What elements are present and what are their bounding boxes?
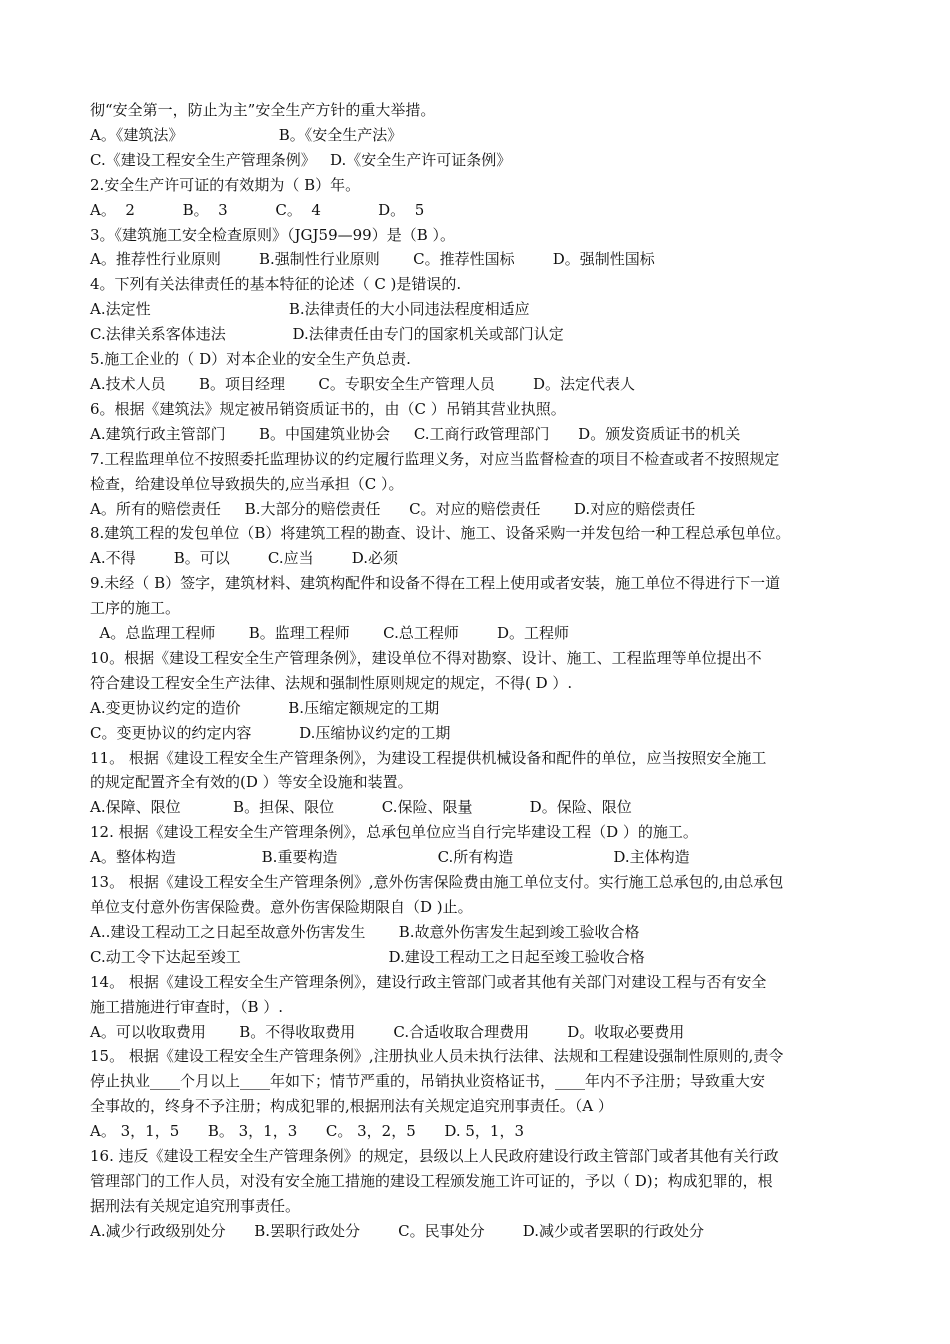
text-line: 8.建筑工程的发包单位（B）将建筑工程的勘查、设计、施工、设备采购一并发包给一种工程总承包单位。 bbox=[90, 524, 791, 543]
text-line: 12. 根据《建设工程安全生产管理条例》，总承包单位应当自行完毕建设工程（D ）的施工。 bbox=[90, 823, 698, 842]
text-line: 工序的施工。 bbox=[90, 599, 181, 618]
text-line: 的规定配置齐全有效的(D ）等安全设施和装置。 bbox=[90, 773, 413, 792]
text-line: 据刑法有关规定追究刑事责任。 bbox=[90, 1196, 301, 1215]
text-line: 16. 违反《建设工程安全生产管理条例》的规定，县级以上人民政府建设行政主管部门或者其他有关行政 bbox=[90, 1147, 779, 1166]
text-line: 11。 根据《建设工程安全生产管理条例》，为建设工程提供机械设备和配件的单位，应当按照安全施工 bbox=[90, 748, 767, 767]
text-line: A。 2 B。 3 C。 4 D。 5 bbox=[90, 200, 425, 219]
text-line: 施工措施进行审查时，（B ）. bbox=[90, 997, 284, 1016]
text-line: A。可以收取费用 B。不得收取费用 C.合适收取合理费用 D。收取必要费用 bbox=[90, 1022, 685, 1041]
text-line: 管理部门的工作人员，对没有安全施工措施的建设工程颁发施工许可证的，予以（ D)；构成犯罪的，根 bbox=[90, 1171, 773, 1190]
text-line: 符合建设工程安全生产法律、法规和强制性原则规定的规定，不得( D ）. bbox=[90, 673, 573, 692]
text-line: 7.工程监理单位不按照委托监理协议的约定履行监理义务，对应当监督检查的项目不检查或者不按照规定 bbox=[90, 449, 780, 468]
text-line: 单位支付意外伤害保险费。意外伤害保险期限自（D )止。 bbox=[90, 898, 473, 916]
text-line: A.减少行政级别处分 B.罢职行政处分 C。民事处分 D.减少或者罢职的行政处分 bbox=[90, 1221, 705, 1240]
text-line: 13。 根据《建设工程安全生产管理条例》,意外伤害保险费由施工单位支付。实行施工总承包的,由总承包 bbox=[90, 873, 784, 892]
text-line: C。变更协议的约定内容 D.压缩协议约定的工期 bbox=[90, 723, 451, 742]
text-line: 15。 根据《建设工程安全生产管理条例》,注册执业人员未执行法律、法规和工程建设强制性原则的,责令 bbox=[90, 1047, 784, 1066]
text-line: A.法定性 B.法律责任的大小同违法程度相适应 bbox=[90, 300, 530, 319]
text-line: A。整体构造 B.重要构造 C.所有构造 D.主体构造 bbox=[90, 848, 690, 867]
text-line: C.动工令下达起至竣工 D.建设工程动工之日起至竣工验收合格 bbox=[90, 947, 645, 966]
text-line: A。《建筑法》 B。《安全生产法》 bbox=[90, 125, 403, 144]
text-line: A。所有的赔偿责任 B.大部分的赔偿责任 C。对应的赔偿责任 D.对应的赔偿责任 bbox=[90, 499, 696, 518]
text-line: 5.施工企业的（ D）对本企业的安全生产负总责. bbox=[90, 350, 411, 369]
text-line: 2.安全生产许可证的有效期为（ B）年。 bbox=[90, 175, 361, 194]
text-line: A。推荐性行业原则 B.强制性行业原则 C。推荐性国标 D。强制性国标 bbox=[90, 250, 655, 269]
text-line: 停止执业____个月以上____年如下；情节严重的，吊销执业资格证书，____年内不予注册；导致重大安 bbox=[90, 1072, 766, 1091]
text-line: 14。 根据《建设工程安全生产管理条例》，建设行政主管部门或者其他有关部门对建设工程与否有安全 bbox=[90, 972, 767, 991]
text-line: 3。《建筑施工安全检查原则》（JGJ59—99）是（B ）。 bbox=[90, 225, 456, 244]
text-line: A.建筑行政主管部门 B。中国建筑业协会 C.工商行政管理部门 D。颁发资质证书的机关 bbox=[90, 424, 741, 443]
text-line: 全事故的，终身不予注册；构成犯罪的,根据刑法有关规定追究刑事责任。（A ） bbox=[90, 1097, 613, 1116]
text-line: 10。根据《建设工程安全生产管理条例》，建设单位不得对勘察、设计、施工、工程监理等单位提出不 bbox=[90, 648, 762, 667]
text-line: A.变更协议约定的造价 B.压缩定额规定的工期 bbox=[90, 698, 440, 717]
text-line: A.保障、限位 B。担保、限位 C.保险、限量 D。保险、限位 bbox=[90, 798, 632, 817]
text-line: A..建设工程动工之日起至故意外伤害发生 B.故意外伤害发生起到竣工验收合格 bbox=[90, 922, 640, 941]
text-line: 6。根据《建筑法》规定被吊销资质证书的，由（C ）吊销其营业执照。 bbox=[90, 399, 566, 418]
text-line: 9.未经（ B）签字，建筑材料、建筑构配件和设备不得在工程上使用或者安装，施工单位不得进行下一道 bbox=[90, 574, 781, 593]
text-line: 4。下列有关法律责任的基本特征的论述（ C )是错误的. bbox=[90, 275, 462, 294]
text-line: A.不得 B。可以 C.应当 D.必须 bbox=[90, 549, 399, 568]
document-page bbox=[90, 98, 862, 1244]
text-line: A.技术人员 B。项目经理 C。专职安全生产管理人员 D。法定代表人 bbox=[90, 374, 636, 393]
text-line: 彻“安全第一，防止为主”安全生产方针的重大举措。 bbox=[90, 101, 436, 119]
text-line: A。总监理工程师 B。监理工程师 C.总工程师 D。工程师 bbox=[90, 624, 570, 643]
text-line: C.《建设工程安全生产管理条例》 D.《安全生产许可证条例》 bbox=[90, 150, 512, 169]
text-line: C.法律关系客体违法 D.法律责任由专门的国家机关或部门认定 bbox=[90, 325, 564, 344]
text-line: A。 3，1，5 B。 3，1，3 C。 3，2，5 D. 5，1，3 bbox=[90, 1122, 525, 1141]
text-line: 检查，给建设单位导致损失的,应当承担（C ）。 bbox=[90, 474, 404, 493]
